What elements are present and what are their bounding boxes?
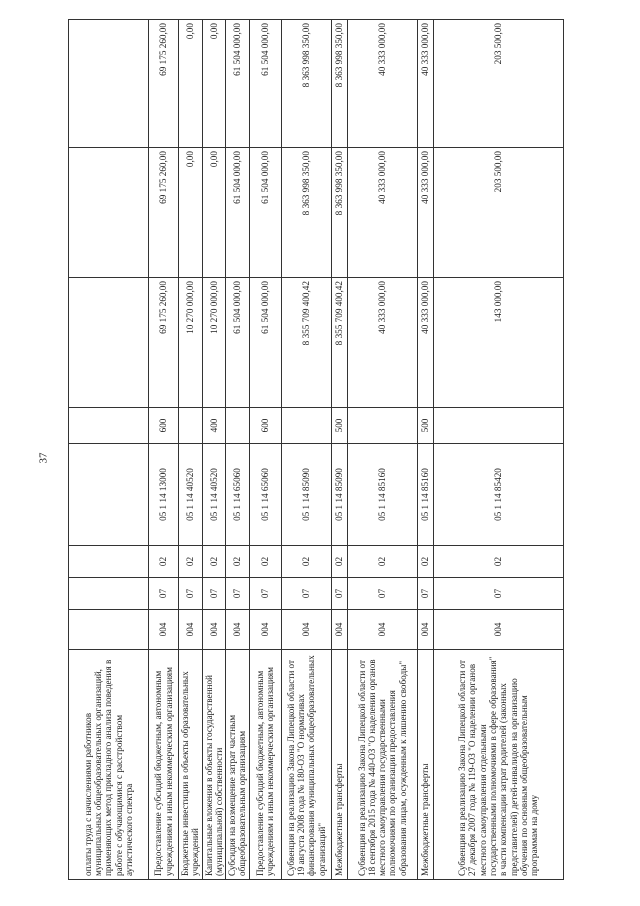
row-name: оплаты труда с начислениями работников муниципальных общеобразовательных организаций, применяющих метод прикладного анализа поведения в работе с обучающимися с расстройством аутистического спектра: [69, 650, 149, 880]
sum-year-2: 61 504 000,00: [226, 148, 250, 278]
expense-type-code: [69, 408, 149, 444]
section-code: 07: [226, 578, 250, 610]
table-row: [226, 20, 250, 880]
section-code: [69, 578, 149, 610]
subsection-code: 02: [249, 546, 281, 578]
row-name: Межбюджетные трансферты: [417, 650, 433, 880]
sum-year-2: 203 500,00: [433, 148, 563, 278]
subsection-code: 02: [179, 546, 203, 578]
sum-year-2: 40 333 000,00: [417, 148, 433, 278]
sum-year-3: 0,00: [179, 20, 203, 148]
sum-year-2: 0,00: [202, 148, 226, 278]
sum-year-1: 69 175 260,00: [149, 278, 179, 408]
sum-year-3: 8 363 998 350,00: [281, 20, 331, 148]
section-code: 07: [202, 578, 226, 610]
expense-type-code: [433, 408, 563, 444]
sum-year-1: 143 000,00: [433, 278, 563, 408]
row-name: Субвенция на реализацию Закона Липецкой области от 27 декабря 2007 года № 119-ОЗ "О наделении органов местного самоуправления отдельными государственными полномочиями в сфере образования" в части компенсации затрат родителей (законных представителей) детей-инвалидов на организацию обучения по основным общеобразовательным программам на дому: [433, 650, 563, 880]
sum-year-3: 40 333 000,00: [347, 20, 417, 148]
sum-year-3: 0,00: [202, 20, 226, 148]
target-article-code: 05 1 14 85160: [347, 444, 417, 546]
sum-year-2: 40 333 000,00: [347, 148, 417, 278]
subsection-code: 02: [417, 546, 433, 578]
sum-year-3: 69 175 260,00: [149, 20, 179, 148]
sum-year-1: 8 355 709 400,42: [281, 278, 331, 408]
subsection-code: 02: [149, 546, 179, 578]
table-row: [202, 20, 226, 880]
section-code: 07: [149, 578, 179, 610]
sum-year-2: [69, 148, 149, 278]
table-row: [281, 20, 331, 880]
sum-year-1: 8 355 709 400,42: [331, 278, 347, 408]
table-row: [417, 20, 433, 880]
target-article-code: 05 1 14 85090: [281, 444, 331, 546]
target-article-code: 05 1 14 40520: [179, 444, 203, 546]
expense-type-code: [226, 408, 250, 444]
section-code: 07: [331, 578, 347, 610]
subsection-code: 02: [331, 546, 347, 578]
table-row: [249, 20, 281, 880]
ved-code: 004: [249, 610, 281, 650]
ved-code: 004: [226, 610, 250, 650]
subsection-code: 02: [202, 546, 226, 578]
section-code: 07: [281, 578, 331, 610]
sum-year-2: 61 504 000,00: [249, 148, 281, 278]
target-article-code: 05 1 14 85160: [417, 444, 433, 546]
row-name: Субвенция на реализацию Закона Липецкой области от 18 сентября 2015 года № 440-ОЗ "О наделении органов местного самоуправления государственными полномочиями по организации предоставления образования лицам, осужденным к лишению свободы": [347, 650, 417, 880]
section-code: 07: [417, 578, 433, 610]
sum-year-3: 61 504 000,00: [226, 20, 250, 148]
expense-type-code: 600: [249, 408, 281, 444]
table-row: [179, 20, 203, 880]
page-number: 37: [37, 452, 50, 464]
table-row: [149, 20, 179, 880]
subsection-code: 02: [281, 546, 331, 578]
ved-code: 004: [347, 610, 417, 650]
table-body: [69, 20, 564, 880]
budget-table: [68, 19, 564, 880]
table-row: [69, 20, 149, 880]
subsection-code: [69, 546, 149, 578]
target-article-code: 05 1 14 65060: [226, 444, 250, 546]
row-name: Предоставление субсидий бюджетным, автономным учреждениям и иным некоммерческим организациям: [249, 650, 281, 880]
sum-year-1: 61 504 000,00: [226, 278, 250, 408]
sum-year-3: 8 363 998 350,00: [331, 20, 347, 148]
section-code: 07: [249, 578, 281, 610]
target-article-code: 05 1 14 85090: [331, 444, 347, 546]
ved-code: 004: [179, 610, 203, 650]
expense-type-code: [347, 408, 417, 444]
section-code: 07: [179, 578, 203, 610]
sum-year-1: 40 333 000,00: [417, 278, 433, 408]
rotated-page: [68, 20, 558, 880]
sum-year-2: 8 363 998 350,00: [331, 148, 347, 278]
sum-year-1: 10 270 000,00: [202, 278, 226, 408]
table-row: [331, 20, 347, 880]
row-name: Субвенция на реализацию Закона Липецкой области от 19 августа 2008 года № 180-ОЗ "О нормативах финансирования муниципальных общеобразовательных организаций": [281, 650, 331, 880]
row-name: Межбюджетные трансферты: [331, 650, 347, 880]
expense-type-code: [281, 408, 331, 444]
expense-type-code: 600: [149, 408, 179, 444]
target-article-code: 05 1 14 85420: [433, 444, 563, 546]
subsection-code: 02: [347, 546, 417, 578]
table-row: [347, 20, 417, 880]
target-article-code: 05 1 14 13000: [149, 444, 179, 546]
sum-year-1: [69, 278, 149, 408]
sum-year-1: 61 504 000,00: [249, 278, 281, 408]
target-article-code: [69, 444, 149, 546]
ved-code: [69, 610, 149, 650]
section-code: 07: [347, 578, 417, 610]
ved-code: 004: [417, 610, 433, 650]
ved-code: 004: [331, 610, 347, 650]
expense-type-code: [179, 408, 203, 444]
expense-type-code: 500: [417, 408, 433, 444]
sum-year-2: 8 363 998 350,00: [281, 148, 331, 278]
row-name: Капитальные вложения в объекты государственной (муниципальной) собственности: [202, 650, 226, 880]
row-name: Бюджетные инвестиции в объекты образовательных учреждений: [179, 650, 203, 880]
expense-type-code: 400: [202, 408, 226, 444]
sum-year-1: 40 333 000,00: [347, 278, 417, 408]
ved-code: 004: [202, 610, 226, 650]
section-code: 07: [433, 578, 563, 610]
table-row: [433, 20, 563, 880]
ved-code: 004: [433, 610, 563, 650]
sum-year-3: [69, 20, 149, 148]
sum-year-2: 0,00: [179, 148, 203, 278]
target-article-code: 05 1 14 40520: [202, 444, 226, 546]
sum-year-2: 69 175 260,00: [149, 148, 179, 278]
target-article-code: 05 1 14 65060: [249, 444, 281, 546]
expense-type-code: 500: [331, 408, 347, 444]
sum-year-3: 203 500,00: [433, 20, 563, 148]
ved-code: 004: [281, 610, 331, 650]
sum-year-3: 61 504 000,00: [249, 20, 281, 148]
sum-year-1: 10 270 000,00: [179, 278, 203, 408]
row-name: Предоставление субсидий бюджетным, автономным учреждениям и иным некоммерческим организациям: [149, 650, 179, 880]
row-name: Субсидия на возмещение затрат частным общеобразовательным организациям: [226, 650, 250, 880]
subsection-code: 02: [433, 546, 563, 578]
sum-year-3: 40 333 000,00: [417, 20, 433, 148]
subsection-code: 02: [226, 546, 250, 578]
ved-code: 004: [149, 610, 179, 650]
